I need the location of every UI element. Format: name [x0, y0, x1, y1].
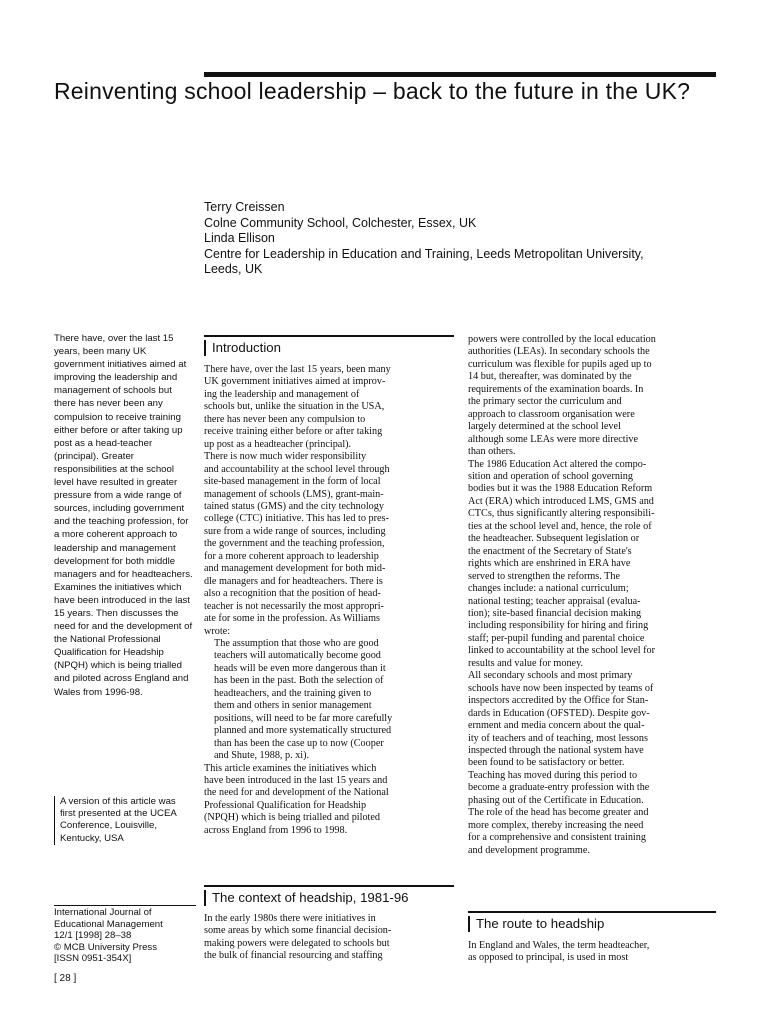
text-line: There have, over the last 15 years, been many	[204, 364, 391, 375]
heading-rule	[468, 911, 716, 913]
text-line: the government and the teaching profession,	[204, 538, 385, 550]
text-line: Act (ERA) which introduced LMS, GMS and	[468, 495, 654, 507]
text-line: dle managers and for headteachers. There is	[204, 575, 383, 587]
text-line: there has never been any compulsion to	[204, 413, 366, 425]
text-line: In England and Wales, the term headteacher,	[468, 940, 650, 951]
copyright: © MCB University Press	[54, 941, 158, 953]
journal-name: International Journal of	[54, 907, 152, 918]
text-line: headteachers, and the training given to	[214, 687, 372, 699]
note-line: Kentucky, USA	[60, 832, 124, 844]
text-line: the headteacher. Subsequent legislation or	[468, 533, 640, 545]
intro-paragraphs	[204, 364, 456, 638]
heading-route	[468, 916, 604, 932]
text-line: tained status (GMS) and the city technology	[204, 500, 384, 512]
note-line: first presented at the UCEA	[60, 808, 177, 820]
author-affiliation: Centre for Leadership in Education and Training, Leeds Metropolitan University,	[204, 246, 644, 261]
text-line: ate for some in the profession. As Williams	[204, 613, 380, 625]
text-line: approach to classroom organisation were	[468, 408, 635, 420]
text-line: the enactment of the Secretary of State's	[468, 545, 632, 557]
text-line: ties at the school level and, hence, the role of	[468, 520, 652, 532]
text-line: linked to accountability at the school level for	[468, 645, 655, 657]
text-line: staff; per-pupil funding and parental choice	[468, 632, 645, 644]
text-line: been found to be satisfactory or better.	[468, 757, 625, 769]
text-line: bodies but it was the 1988 Education Reform	[468, 483, 653, 495]
text-line: some areas by which some financial decision-	[204, 925, 392, 937]
article-title: Reinventing school leadership – back to the future in the UK?	[54, 78, 691, 104]
heading-text: The context of headship, 1981-96	[212, 890, 409, 905]
text-line: teachers will automatically become good	[214, 650, 381, 662]
text-line: receive training either before or after taking	[204, 426, 383, 438]
text-line: There is now much wider responsibility	[204, 451, 367, 463]
text-line: have been introduced in the last 15 years and	[204, 774, 388, 786]
text-line: than others.	[468, 446, 516, 458]
text-line: and Shute, 1988, p. xi).	[214, 750, 310, 762]
text-line: up post as a headteacher (principal).	[204, 438, 352, 450]
text-line: 14 but, thereafter, was dominated by the	[468, 371, 632, 383]
text-line: changes include: a national curriculum;	[468, 583, 629, 595]
text-line: served to strengthen the reforms. The	[468, 570, 621, 582]
route-lines	[468, 940, 718, 965]
text-line: positions, will need to be far more carefully	[214, 712, 393, 724]
heading-context	[204, 890, 409, 906]
context-lines	[204, 913, 456, 963]
route-paragraph	[468, 940, 718, 965]
text-line: ing the leadership and management of	[204, 388, 360, 400]
text-line: rights which are enshrined in ERA have	[468, 558, 631, 570]
intro-closing-paragraph	[204, 763, 456, 838]
heading-rule	[204, 335, 454, 337]
presentation-note	[54, 796, 202, 845]
heading-rule	[204, 885, 454, 887]
note-line: Conference, Louisville,	[60, 820, 158, 832]
text-line: wrote:	[204, 625, 231, 637]
text-line: site-based management in the form of local	[204, 476, 381, 488]
text-line: including responsibility for hiring and firing	[468, 620, 649, 632]
author-affiliation: Colne Community School, Colchester, Essex, UK	[204, 215, 477, 230]
heading-text: Introduction	[212, 340, 281, 355]
text-line: (NPQH) which is being trialled and piloted	[204, 812, 380, 824]
journal-name: Educational Management	[54, 918, 163, 930]
note-line: A version of this article was	[60, 796, 176, 807]
text-line: powers were controlled by the local education	[468, 334, 656, 345]
text-line: UK government initiatives aimed at improv-	[204, 376, 386, 388]
title-rule	[204, 72, 716, 77]
author-block	[204, 200, 734, 278]
text-line: The 1986 Education Act altered the compo-	[468, 458, 647, 470]
text-line: requirements of the examination boards. In	[468, 383, 644, 395]
text-line: heads will be even more dangerous than it	[214, 662, 386, 674]
text-line: inspected through the national system have	[468, 744, 644, 756]
text-line: Professional Qualification for Headship	[204, 799, 367, 811]
text-line: All secondary schools and most primary	[468, 670, 633, 682]
text-line: The role of the head has become greater and	[468, 807, 649, 819]
author-name: Linda Ellison	[204, 231, 275, 246]
text-line: sure from a wide range of sources, including	[204, 525, 386, 537]
text-line: tion); site-based financial decision making	[468, 607, 642, 619]
journal-volume: 12/1 [1998] 28–38	[54, 930, 132, 942]
text-line: national testing; teacher appraisal (evalua-	[468, 595, 641, 607]
text-line: and management development for both mid-	[204, 563, 386, 575]
text-line: phasing out of the Certificate in Education.	[468, 794, 644, 806]
text-line: the need for and development of the National	[204, 787, 389, 799]
text-line: inspectors accredited by the Office for Stan-	[468, 695, 649, 707]
heading-introduction	[204, 340, 281, 356]
issn: [ISSN 0951-354X]	[54, 953, 132, 965]
text-line: sition and operation of school governing	[468, 470, 633, 482]
author-affiliation: Leeds, UK	[204, 262, 263, 277]
text-line: CTCs, thus significantly altering responsibili-	[468, 508, 655, 520]
text-line: schools but, unlike the situation in the USA,	[204, 401, 385, 413]
text-line: also a recognition that the position of head-	[204, 588, 381, 600]
context-paragraph	[204, 913, 456, 963]
text-line: than has been the case up to now (Cooper	[214, 737, 384, 749]
heading-text: The route to headship	[476, 916, 605, 931]
text-line: schools have now been inspected by teams of	[468, 682, 654, 694]
text-line: largely determined at the school level	[468, 421, 621, 433]
text-line: ernment and media concern about the qual-	[468, 720, 645, 732]
text-line: This article examines the initiatives which	[204, 762, 377, 774]
text-line: planned and more systematically structured	[214, 725, 392, 737]
publication-info	[54, 905, 204, 965]
text-line: curriculum was flexible for pupils aged up to	[468, 358, 652, 370]
text-line: them and others in senior management	[214, 700, 372, 712]
text-line: although some LEAs were more directive	[468, 433, 639, 445]
text-line: for a more coherent approach to leadership	[204, 550, 379, 562]
text-line: across England from 1996 to 1998.	[204, 824, 348, 836]
text-line: The assumption that those who are good	[214, 637, 379, 649]
text-line: and development programme.	[468, 844, 590, 856]
text-line: ity of teachers and of teaching, most lessons	[468, 732, 648, 744]
column-2-text	[468, 334, 718, 857]
text-line: college (CTC) initiative. This has led to pres-	[204, 513, 389, 525]
column-2-paragraphs	[468, 334, 718, 857]
text-line: more complex, thereby increasing the need	[468, 819, 644, 831]
text-line: for a comprehensive and consistent training	[468, 832, 646, 844]
text-line: has been in the past. Both the selection of	[214, 675, 384, 687]
text-line: dards in Education (OFSTED). Despite gov-	[468, 707, 650, 719]
text-line: the primary sector the curriculum and	[468, 396, 622, 408]
text-line: and accountability at the school level through	[204, 463, 390, 475]
text-line: teacher is not necessarily the most appropri-	[204, 600, 384, 612]
author-name: Terry Creissen	[204, 200, 285, 214]
block-quote	[204, 638, 456, 763]
text-line: management of schools (LMS), grant-main-	[204, 488, 384, 500]
text-line: In the early 1980s there were initiatives in	[204, 913, 376, 924]
text-line: making powers were delegated to schools but	[204, 937, 390, 949]
text-line: as opposed to principal, is used in most	[468, 952, 629, 964]
text-line: the bulk of financial resourcing and staffing	[204, 950, 383, 962]
text-line: Teaching has moved during this period to	[468, 769, 638, 781]
page-number: [ 28 ]	[54, 973, 77, 984]
text-line: results and value for money.	[468, 657, 584, 669]
column-1-introduction	[204, 364, 456, 837]
abstract: There have, over the last 15 years, been many UK government initiatives aimed at improving the leadership and management of schools but there has never been any compulsion to receive training either before or after taking up post as a head-teacher (principal). Greater responsibilities at the school level have resulted in greater pressure from a wide range of sources, including government and the teaching profession, for a more coherent approach to leadership and management development for both middle managers and for headteachers. Examines the initiatives which have been introduced in the last 15 years. Then discusses the need for and the development of the National Professional Qualification for Headship (NPQH) which is being trialled and piloted across England and Wales from 1996-98.	[54, 333, 193, 698]
pubinfo-rule	[54, 905, 196, 906]
text-line: become a graduate-entry profession with the	[468, 782, 650, 794]
text-line: authorities (LEAs). In secondary schools the	[468, 346, 650, 358]
